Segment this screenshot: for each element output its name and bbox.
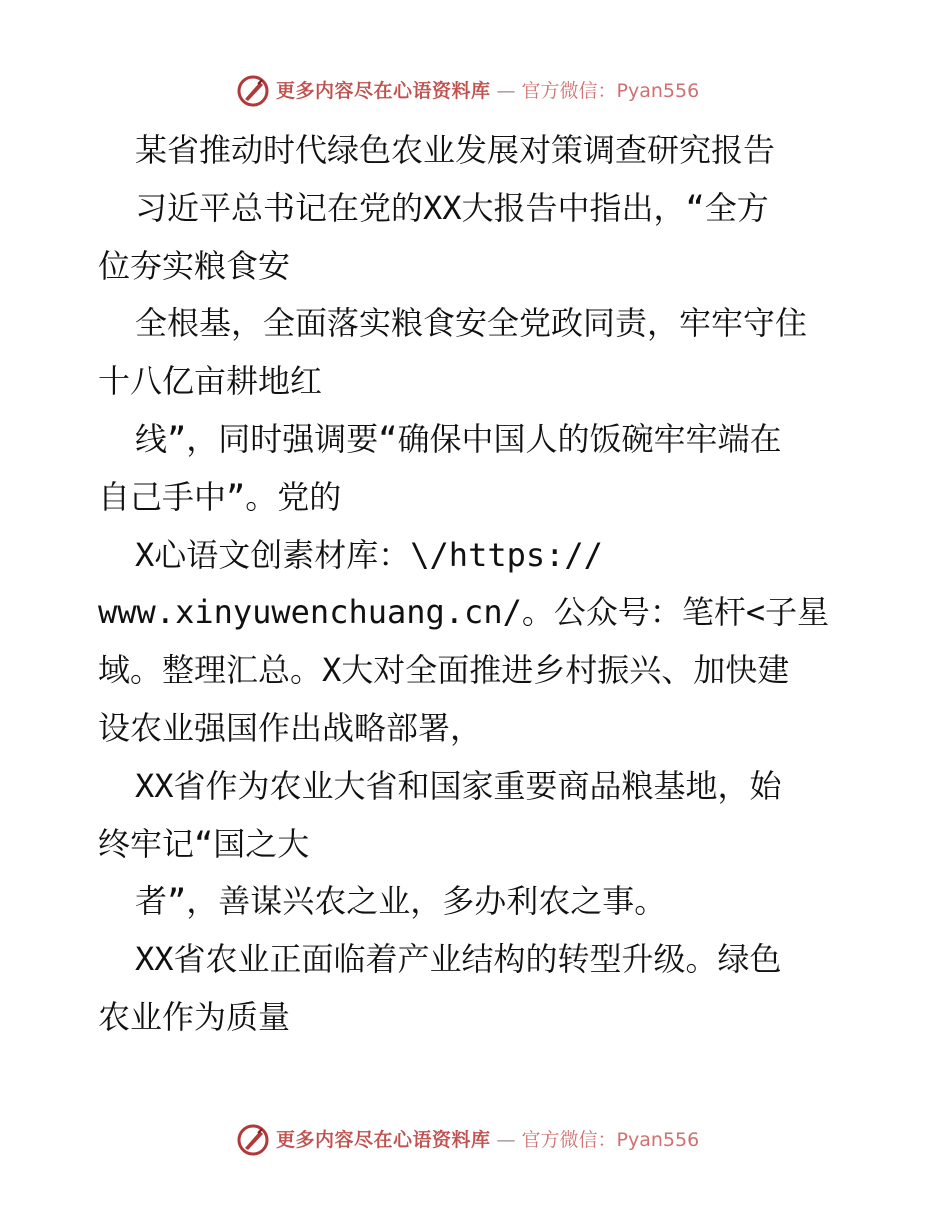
body-line: 位夯实粮食安 bbox=[98, 246, 291, 285]
body-line: 全根基，全面落实粮食安全党政同责，牢牢守住 bbox=[135, 304, 808, 343]
footer-banner bbox=[236, 1123, 699, 1157]
body-line: www.xinyuwenchuang.cn/。公众号：笔杆<子星 bbox=[98, 593, 830, 632]
banner-main-text: 更多内容尽在心语资料库 bbox=[276, 1129, 491, 1151]
body-line: X心语文创素材库：\/https:// bbox=[135, 535, 603, 574]
quill-circle-icon bbox=[236, 74, 270, 108]
body-line: 自己手中”。党的 bbox=[98, 477, 342, 516]
body-line: 线”，同时强调要“确保中国人的饭碗牢牢端在 bbox=[135, 419, 782, 458]
body-line: XX省农业正面临着产业结构的转型升级。绿色 bbox=[135, 940, 782, 979]
body-line: 设农业强国作出战略部署， bbox=[98, 708, 483, 747]
document-body bbox=[98, 122, 858, 1047]
body-line: 终牢记“国之大 bbox=[98, 824, 310, 863]
body-line: XX省作为农业大省和国家重要商品粮基地，始 bbox=[135, 766, 782, 805]
banner-separator: — bbox=[496, 1129, 516, 1151]
document-title: 某省推动时代绿色农业发展对策调查研究报告 bbox=[135, 131, 776, 169]
banner-contact-text: 官方微信：Pyan556 bbox=[521, 80, 700, 102]
header-banner bbox=[236, 74, 699, 108]
body-line: 者”，善谋兴农之业，多办利农之事。 bbox=[135, 882, 667, 921]
body-line: 农业作为质量 bbox=[98, 997, 291, 1036]
banner-main-text: 更多内容尽在心语资料库 bbox=[276, 80, 491, 102]
body-line: 十八亿亩耕地红 bbox=[98, 362, 323, 401]
body-line: 习近平总书记在党的XX大报告中指出，“全方 bbox=[135, 188, 769, 227]
banner-separator: — bbox=[496, 80, 516, 102]
quill-circle-icon bbox=[236, 1123, 270, 1157]
banner-contact-text: 官方微信：Pyan556 bbox=[521, 1129, 700, 1151]
body-line: 域。整理汇总。X大对全面推进乡村振兴、加快建 bbox=[98, 651, 790, 690]
